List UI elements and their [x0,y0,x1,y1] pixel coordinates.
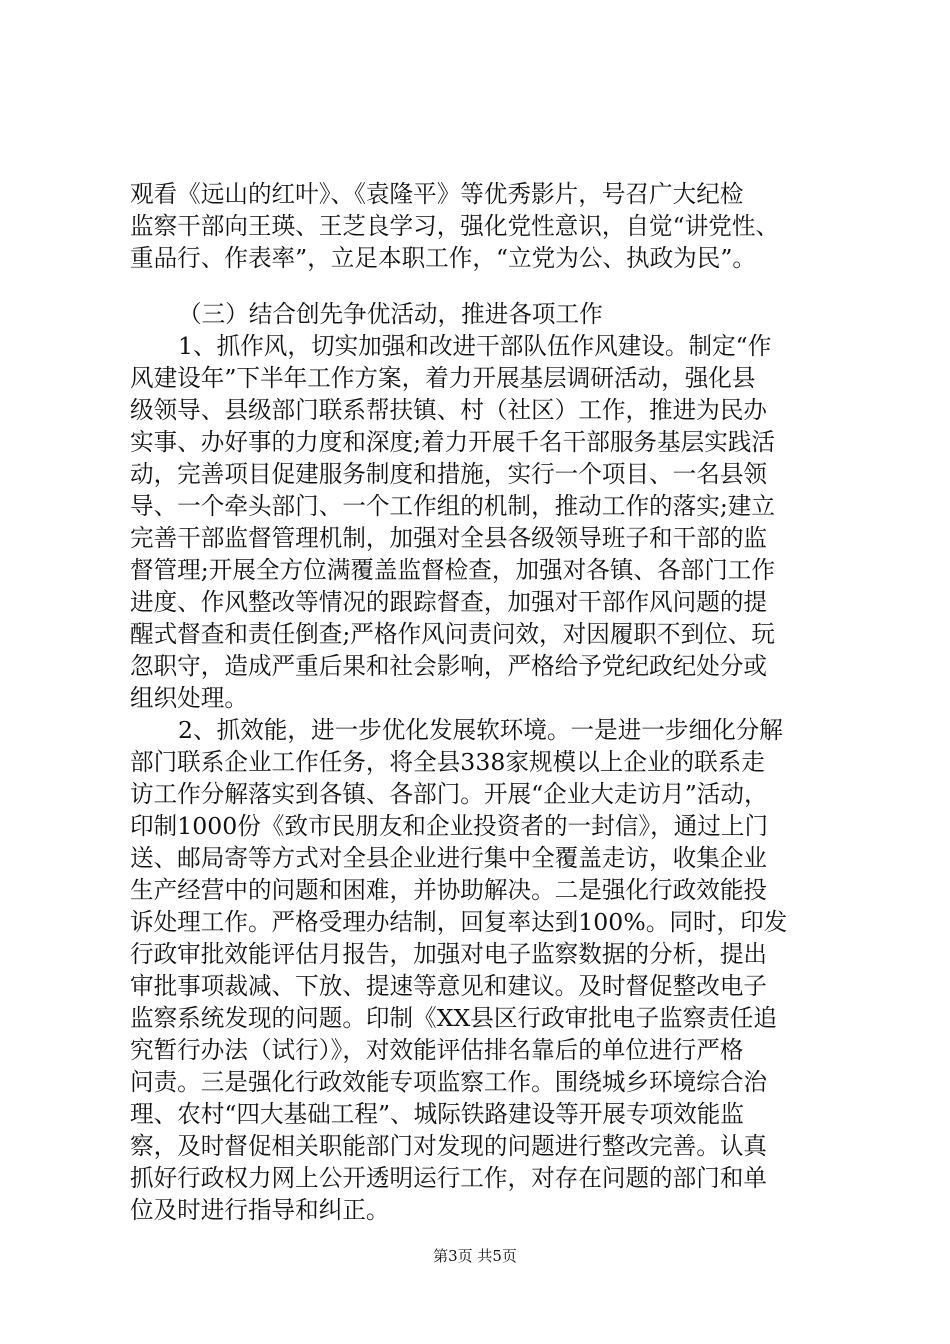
text-line: 忽职守，造成严重后果和社会影响，严格给予党纪政纪处分或 [130,652,768,680]
text-line: 督管理;开展全方位满覆盖监督检查，加强对各镇、各部门工作 [130,556,775,584]
text-line: 组织处理。 [130,684,248,712]
text-line: 察，及时督促相关职能部门对发现的问题进行整改完善。认真 [130,1132,768,1160]
text-line: 实事、办好事的力度和深度;着力开展千名干部服务基层实践活 [130,428,775,456]
text-line: 导、一个牵头部门、一个工作组的机制，推动工作的落实;建立 [130,492,775,520]
text-line: 监察干部向王瑛、王芝良学习，强化党性意识，自觉“讲党性、 [130,212,780,240]
text-line: 审批事项裁减、下放、提速等意见和建议。及时督促整改电子 [130,972,768,1000]
text-line: 位及时进行指导和纠正。 [130,1196,390,1224]
text-line: 动，完善项目促建服务制度和措施，实行一个项目、一名县领 [130,460,768,488]
text-line: 级领导、县级部门联系帮扶镇、村（社区）工作，推进为民办 [130,396,768,424]
text-line: 究暂行办法（试行）》，对效能评估排名靠后的单位进行严格 [130,1036,744,1064]
text-line: 风建设年”下半年工作方案，着力开展基层调研活动，强化县 [130,364,756,392]
text-line: 重品行、作表率”，立足本职工作，“立党为公、执政为民”。 [130,244,757,272]
section-heading: （三）结合创先争优活动，推进各项工作 [178,300,603,328]
text-line: 完善干部监督管理机制，加强对全县各级领导班子和干部的监 [130,524,768,552]
text-line: 醒式督查和责任倒查;严格作风问责问效，对因履职不到位、玩 [130,620,775,648]
text-line: 访工作分解落实到各镇、各部门。开展“企业大走访月”活动， [130,780,768,808]
text-line: 诉处理工作。严格受理办结制，回复率达到100%。同时，印发 [130,908,788,936]
paragraph-first-line: 1、抓作风，切实加强和改进干部队伍作风建设。制定“作 [178,332,772,360]
text-line: 行政审批效能评估月报告，加强对电子监察数据的分析，提出 [130,940,768,968]
text-line: 进度、作风整改等情况的跟踪督查，加强对干部作风问题的提 [130,588,768,616]
text-line: 送、邮局寄等方式对全县企业进行集中全覆盖走访，收集企业 [130,844,768,872]
paragraph-first-line: 2、抓效能，进一步优化发展软环境。一是进一步细化分解 [178,716,783,744]
text-line: 理、农村“四大基础工程”、城际铁路建设等开展专项效能监 [130,1100,744,1128]
text-line: 监察系统发现的问题。印制《XX县区行政审批电子监察责任追 [130,1004,778,1032]
page-footer: 第3页 共5页 [433,1247,517,1265]
text-line: 部门联系企业工作任务，将全县338家规模以上企业的联系走 [130,748,765,776]
text-line: 观看《远山的红叶》、《袁隆平》等优秀影片，号召广大纪检 [130,180,744,208]
text-line: 印制1000份《致市民朋友和企业投资者的一封信》，通过上门 [130,812,769,840]
text-line: 抓好行政权力网上公开透明运行工作，对存在问题的部门和单 [130,1164,768,1192]
text-line: 生产经营中的问题和困难，并协助解决。二是强化行政效能投 [130,876,768,904]
text-line: 问责。三是强化行政效能专项监察工作。围绕城乡环境综合治 [130,1068,768,1096]
